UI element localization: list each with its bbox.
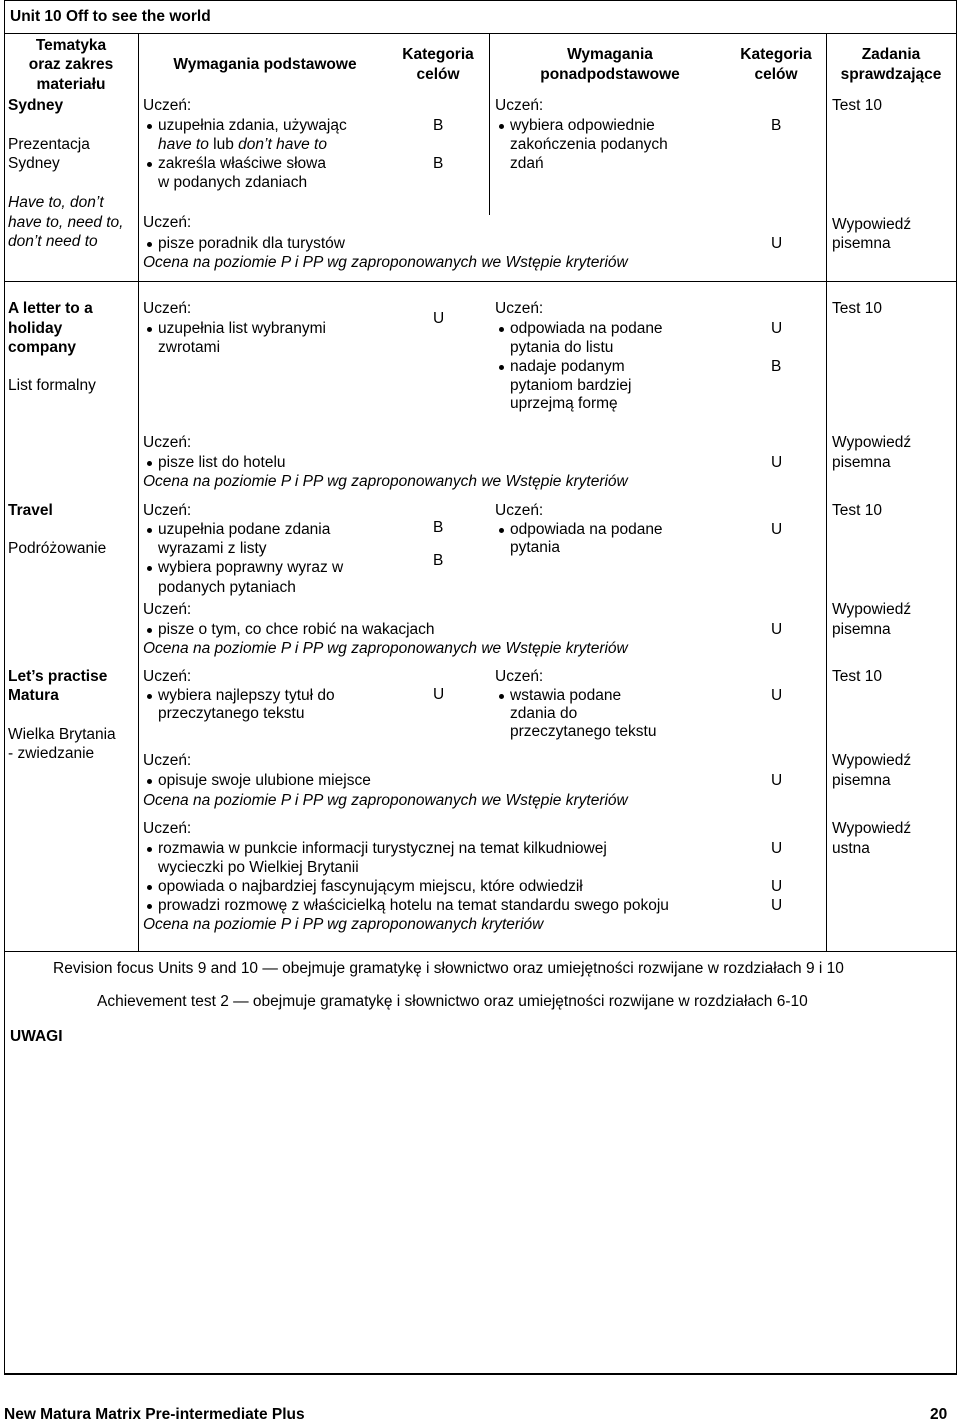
writing-item: pisze list do hotelu — [158, 454, 286, 471]
topic-line: Wielka Brytania — [8, 726, 116, 743]
student-label: Uczeń: — [143, 502, 192, 519]
assessment-note: Ocena na poziomie P i PP wg zaproponowanych we Wstępie kryteriów — [143, 254, 628, 271]
border-right — [956, 0, 957, 1375]
category-value: U — [771, 687, 783, 704]
student-label: Uczeń: — [143, 434, 192, 451]
task-written: pisemna — [832, 772, 891, 789]
topic-line: - zwiedzanie — [8, 745, 95, 762]
border-left — [4, 0, 5, 1375]
category-value: B — [433, 117, 444, 134]
unit-title: Unit 10 Off to see the world — [10, 8, 211, 25]
category-value: U — [433, 686, 445, 703]
basic-item-cont: podanych pytaniach — [158, 579, 296, 596]
student-label: Uczeń: — [143, 668, 192, 685]
ext-item: wybiera odpowiednie — [510, 117, 655, 134]
task-oral: Wypowiedź — [832, 820, 912, 837]
speaking-item-cont: wycieczki po Wielkiej Brytanii — [158, 859, 359, 876]
col-divider-1 — [138, 33, 139, 952]
header-topic-1: Tematyka — [35, 37, 107, 54]
header-category-1b: celów — [416, 66, 460, 83]
bullet — [147, 885, 152, 890]
col-divider-tasks — [826, 33, 827, 952]
student-label: Uczeń: — [143, 601, 192, 618]
header-topic-2: oraz zakres — [28, 56, 114, 73]
row-divider — [4, 281, 957, 282]
category-value: B — [433, 552, 444, 569]
footer-book-title: New Matura Matrix Pre-intermediate Plus — [4, 1406, 305, 1423]
task-written: Wypowiedź — [832, 601, 912, 618]
category-value: B — [433, 155, 444, 172]
section-title-travel: Travel — [8, 502, 53, 519]
ext-item-cont: zdania do — [510, 705, 578, 722]
achievement-note: Achievement test 2 — obejmuje gramatykę i słownictwo oraz umiejętności rozwijane w rozdziałach 6-10 — [97, 993, 808, 1010]
topic-line: Sydney — [8, 155, 60, 172]
bullet — [147, 242, 152, 247]
ext-item-cont: pytaniom bardziej — [510, 377, 632, 394]
assessment-note: Ocena na poziomie P i PP wg zaproponowanych kryteriów — [143, 916, 544, 933]
header-category-1a: Kategoria — [402, 46, 474, 63]
revision-note: Revision focus Units 9 and 10 — obejmuje gramatykę i słownictwo oraz umiejętności rozwijane w rozdziałach 9 i 10 — [53, 960, 844, 977]
section-title-letter: company — [8, 339, 77, 356]
student-label: Uczeń: — [495, 668, 544, 685]
category-value: B — [771, 358, 782, 375]
topic-line: Prezentacja — [8, 136, 90, 153]
bullet — [499, 528, 504, 533]
task-written: Wypowiedź — [832, 434, 912, 451]
ext-item: wstawia podane — [510, 687, 622, 704]
basic-item: uzupełnia list wybranymi — [158, 320, 326, 337]
section-title-matura: Let’s practise — [8, 668, 108, 685]
section-title-matura: Matura — [8, 687, 59, 704]
ext-item-cont: zdań — [510, 155, 544, 172]
bullet — [147, 124, 152, 129]
category-value: U — [433, 310, 445, 327]
student-label: Uczeń: — [143, 300, 192, 317]
bullet — [499, 694, 504, 699]
ext-item-cont: zakończenia podanych — [510, 136, 668, 153]
ext-item-cont: uprzejmą formę — [510, 395, 618, 412]
ext-item-cont: pytania do listu — [510, 339, 614, 356]
bullet — [499, 365, 504, 370]
bullet — [147, 694, 152, 699]
grammar-line: don’t need to — [8, 233, 98, 250]
assessment-note: Ocena na poziomie P i PP wg zaproponowanych we Wstępie kryteriów — [143, 473, 628, 490]
student-label: Uczeń: — [143, 214, 192, 231]
category-value: U — [771, 878, 783, 895]
basic-item-cont: wyrazami z listy — [158, 540, 267, 557]
basic-item-cont: zwrotami — [158, 339, 221, 356]
header-category-2a: Kategoria — [740, 46, 812, 63]
header-tasks-a: Zadania — [861, 46, 921, 63]
bullet — [147, 628, 152, 633]
basic-item: uzupełnia podane zdania — [158, 521, 331, 538]
ext-item: odpowiada na podane — [510, 320, 663, 337]
bullet — [147, 162, 152, 167]
basic-item: wybiera najlepszy tytuł do — [158, 687, 335, 704]
task-test: Test 10 — [832, 97, 882, 114]
header-extended-a: Wymagania — [567, 46, 653, 63]
speaking-item: opowiada o najbardziej fascynującym miejscu, które odwiedził — [158, 878, 583, 895]
writing-item: opisuje swoje ulubione miejsce — [158, 772, 371, 789]
section-title-letter: A letter to a — [8, 300, 93, 317]
uwagi-label: UWAGI — [10, 1028, 63, 1045]
category-value: U — [771, 621, 783, 638]
basic-item-cont: w podanych zdaniach — [158, 174, 308, 191]
category-value: B — [771, 117, 782, 134]
ext-item-cont: pytania — [510, 539, 560, 556]
speaking-item: prowadzi rozmowę z właścicielką hotelu na temat standardu swego pokoju — [158, 897, 669, 914]
header-category-2b: celów — [754, 66, 798, 83]
header-extended-b: ponadpodstawowe — [540, 66, 680, 83]
task-test: Test 10 — [832, 502, 882, 519]
ext-item-cont: przeczytanego tekstu — [510, 723, 657, 740]
task-written: pisemna — [832, 454, 891, 471]
grammar-line: have to, need to, — [8, 214, 124, 231]
bullet — [499, 124, 504, 129]
student-label: Uczeń: — [495, 97, 544, 114]
title-divider — [4, 33, 957, 34]
bullet — [147, 847, 152, 852]
italic-phrase: don’t have to — [238, 136, 327, 153]
assessment-note: Ocena na poziomie P i PP wg zaproponowanych we Wstępie kryteriów — [143, 640, 628, 657]
task-written: Wypowiedź — [832, 216, 912, 233]
task-written: pisemna — [832, 235, 891, 252]
text-fragment: lub — [208, 136, 239, 153]
bullet — [147, 904, 152, 909]
writing-item: pisze poradnik dla turystów — [158, 235, 345, 252]
assessment-note: Ocena na poziomie P i PP wg zaproponowanych we Wstępie kryteriów — [143, 792, 628, 809]
category-value: U — [771, 840, 783, 857]
category-value: U — [771, 521, 783, 538]
task-test: Test 10 — [832, 300, 882, 317]
header-basic: Wymagania podstawowe — [173, 56, 357, 73]
bullet — [147, 461, 152, 466]
student-label: Uczeń: — [495, 502, 544, 519]
student-label: Uczeń: — [143, 820, 192, 837]
section-title-letter: holiday — [8, 320, 63, 337]
basic-item-cont: przeczytanego tekstu — [158, 705, 305, 722]
border-top — [4, 0, 957, 1]
ext-item: nadaje podanym — [510, 358, 625, 375]
basic-item-cont — [158, 136, 327, 154]
task-written: Wypowiedź — [832, 752, 912, 769]
category-value: U — [771, 454, 783, 471]
category-value: U — [771, 897, 783, 914]
bullet — [147, 327, 152, 332]
ext-item: odpowiada na podane — [510, 521, 663, 538]
speaking-item: rozmawia w punkcie informacji turystycznej na temat kilkudniowej — [158, 840, 607, 857]
border-bottom — [4, 1374, 957, 1375]
section-title-sydney: Sydney — [8, 97, 64, 114]
bullet — [147, 779, 152, 784]
topic-line: Podróżowanie — [8, 540, 107, 557]
basic-item: zakreśla właściwe słowa — [158, 155, 326, 172]
category-value: U — [771, 235, 783, 252]
writing-item: pisze o tym, co chce robić na wakacjach — [158, 621, 435, 638]
task-test: Test 10 — [832, 668, 882, 685]
bullet — [499, 327, 504, 332]
header-tasks-b: sprawdzające — [840, 66, 942, 83]
italic-phrase: have to — [158, 136, 209, 153]
category-value: B — [433, 519, 444, 536]
bullet — [147, 528, 152, 533]
task-oral: ustna — [832, 840, 870, 857]
notes-divider — [4, 951, 957, 952]
task-written: pisemna — [832, 621, 891, 638]
bullet — [147, 566, 152, 571]
bottom-divider — [4, 1373, 957, 1374]
category-value: U — [771, 772, 783, 789]
basic-item: uzupełnia zdania, używając — [158, 117, 347, 134]
header-topic-3: materiału — [36, 76, 106, 93]
topic-line: List formalny — [8, 377, 96, 394]
student-label: Uczeń: — [143, 97, 192, 114]
student-label: Uczeń: — [495, 300, 544, 317]
category-value: U — [771, 320, 783, 337]
grammar-line: Have to, don’t — [8, 194, 104, 211]
footer-page-number: 20 — [930, 1406, 948, 1423]
student-label: Uczeń: — [143, 752, 192, 769]
basic-item: wybiera poprawny wyraz w — [158, 559, 344, 576]
